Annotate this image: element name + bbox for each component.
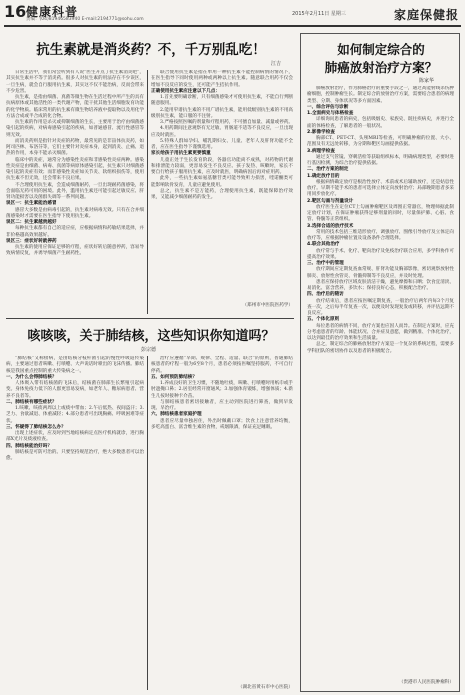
article2-author: 彭宗德 (141, 347, 157, 353)
article3-subheading: 4.联合其他治疗 (307, 242, 340, 248)
article1-paragraph: 联合使用抗生素是指在单用一种抗生素不能控制病情的情况下，在医生指导下同时使用两种或两种以上抗生素。随意联合用药不仅会增加不良反应的发生，还可能产生拮抗作用。 (151, 70, 293, 88)
article1-paragraph: 临床中的炎症，通常分为感染性炎症和非感染性炎症两种。感染性炎症是由细菌、病毒、真菌等病原体感染引起，抗生素只对细菌感染引起的炎症有效；而非感染性炎症如关节炎、软组织损伤等，使用抗生素不但无效，还会带来不良后果。 (6, 157, 144, 182)
article1-subheading: 误区三：症状好转就停药 (6, 238, 57, 244)
article1-subheading: 误区二：抗生素越贵越好 (6, 220, 57, 225)
column-rule (147, 70, 148, 314)
article2-subheading: 五、如何预防肺结核？ (151, 374, 197, 380)
article1-paragraph: 5.特殊人群如孕妇、哺乳期妇女、儿童、老年人及肝肾功能不全者，应在医生指导下谨慎选用。 (151, 138, 293, 150)
article1-credit: （郑州市中医院医药学） (242, 303, 293, 308)
article1-paragraph: 儿童正处于生长发育阶段，各器官功能尚不成熟，对药物的代谢和排泄能力较弱，更容易发生不良反应。孩子发热、咳嗽时，家长不要自行给孩子服用抗生素，应及时就医，明确病因后再对症用药。 (151, 157, 293, 175)
column-rule (147, 356, 148, 690)
article3-paragraph: 肺癌放射治疗，作为肺癌治疗的重要手段之一，通过高能射线杀伤肿瘤细胞，控制肿瘤生长。制定综合的放射治疗方案，需要结合患者的病理类型、分期、身体状况等多方面因素。 (307, 86, 454, 104)
page-header (4, 3, 461, 27)
section-divider (6, 318, 294, 319)
article3-subheading: 三、治疗中的管理 (307, 261, 344, 266)
article1-column-2 (151, 70, 293, 296)
article1-author: 江吉 (271, 61, 282, 67)
article3-title-line-2: 肺癌放射治疗方案？ (324, 60, 438, 75)
article1-paragraph: 此外，一些抗生素如氨基糖苷类可能导致听力损害，喹诺酮类可能影响软骨发育，儿童应避免使用。 (151, 176, 293, 188)
article2-credit: （湖北省黄石市中心医院） (237, 685, 293, 690)
article3-paragraph: 放疗期间应定期复查血常规、肝肾功能及胸部影像，密切观察放射性肺炎、放射性食管炎、骨髓抑制等不良反应，并及时处理。 (307, 267, 454, 279)
article2-paragraph: 人体吸入带有结核菌的飞沫后，结核菌在肺部生长繁殖引起病变。身体免疫力低下的人群更容易发病，如老年人、糖尿病患者、营养不良者等。 (6, 381, 144, 399)
article1-paragraph: 抗生素的使用应保证足够的疗程，症状好转后随意停药，容易导致病情反复，并诱导细菌产生耐药性。 (6, 245, 144, 257)
page-number: 16 (4, 2, 27, 21)
article2-paragraph: “肺结核”又称痨病，是由结核分枝杆菌引起的慢性呼吸道传染病，主要通过患者咳嗽、打喷嚏、大声说话时喷出的飞沫传播。肺结核是我国重点控制的重大传染病之一。 (6, 356, 144, 374)
article3-paragraph: 胸部CT、PET-CT、头颅MRI等检查，可明确肿瘤的位置、大小、范围及有无远处转移，为分期和靶区勾画提供依据。 (307, 136, 454, 148)
article3-subheading: 一、综合评估与诊断 (307, 104, 349, 110)
article1-paragraph: 抗生素，是指由细菌、真菌等微生物在生活过程中所产生的具有抗病原体或其他活性的一类代谢产物，能干扰其他生活细胞发育功能的化学物质。临床常用的抗生素有微生物培养液中提取物以及用化学方法合成或半合成的化合物。 (6, 95, 144, 119)
article2-paragraph: 治疗应遵循“早期、规律、全程、适量、联合”的原则，普通肺结核患者的疗程一般为6至8个月，患者必须按医嘱坚持服药，不可自行停药。 (151, 356, 293, 374)
article3-author: 陈家华 (419, 78, 435, 84)
section-title: 健康科普 (26, 5, 79, 19)
editor-contact: 责编：(04)81946583940 E-mail:2194771@sohu.com (26, 17, 144, 22)
article1-paragraph: 不合理使用抗生素，会造成细菌耐药，一旦出现耐药菌感染，将会面临无药可用的困境。此外，滥用抗生素还可能引起过敏反应、肝肾功能损害以及菌群失调等一系列问题。 (6, 182, 144, 200)
article3-paragraph: 放疗常与手术、化疗、靶向治疗及免疫治疗联合应用，多学科协作可提高治疗效果。 (307, 248, 454, 260)
article1-subheading: 家长给孩子用抗生素更要慎重 (151, 151, 211, 157)
article3-credit: （贵港市人民医院肿瘤科） (398, 680, 454, 685)
article1-paragraph: 1.首先要明确诊断，只有细菌感染才可使用抗生素，不能自行判断随意服用。 (151, 95, 293, 107)
article2-paragraph: 1.咳嗽、咳痰两周以上或痰中带血；2.午后低热、夜间盗汗；3.乏力、食欲减退、体重减轻；4.部分患者可出现胸痛、呼吸困难等症状。 (6, 406, 144, 424)
article3-paragraph: 根据病情确定放疗是根治性放疗、术前或术后辅助放疗，还是姑息性放疗。早期不能手术的患者可选择立体定向放射治疗；局部晚期患者多采用同步放化疗。 (307, 179, 454, 198)
article3-subheading: 3.选择合适的放疗技术 (307, 223, 354, 229)
newspaper-name: 家庭保健报 (393, 8, 459, 22)
article1-paragraph: 日常生活中，我们常会听到有人说“医生开点了抗生素消炎吧”，其实抗生素并不等于消炎药。很多人对抗生素的用法存在不少误区，一旦生病，就会自行服用抗生素，其实这不仅不能治病，反而会带来不少危害。 (6, 70, 144, 94)
article2-paragraph: 肺结核是可防可治的。只要坚持规范治疗，绝大多数患者可以治愈。 (6, 449, 144, 461)
article3-paragraph: 详细询问患者的病史，包括吸烟史、家族史、既往疾病史，并进行全面的体格检查，了解患者的一般状况。 (307, 117, 454, 129)
article3-subheading: 五、个体化原则 (307, 317, 340, 323)
article3-column (307, 86, 454, 674)
article3-subheading: 二、治疗方案的制定 (307, 167, 349, 173)
article2-paragraph: 出现上述症状，应及时到当地结核病定点医疗机构就诊，进行胸部X光片及痰液检查。 (6, 431, 144, 443)
article3-paragraph: 放疗结束后，患者应按医嘱定期复查，一般治疗后两年内每3个月复查一次，之后每半年复查一次，以便及时发现复发或转移，并评估远期不良反应。 (307, 298, 454, 316)
article2-paragraph: 1.养成良好的卫生习惯，不随地吐痰，咳嗽、打喷嚏时用纸巾或手肘遮掩口鼻；2.居室经常开窗通风；3.加强体育锻炼，增强体质；4.新生儿按时接种卡介苗。 (151, 381, 293, 399)
article3-paragraph: 每位患者的病情不同，放疗方案也应因人而异。在制定方案时，应充分考虑患者的年龄、体能状况、合并症及意愿，做到精准、个体化治疗，以达到最佳的治疗效果和生活质量。 (307, 323, 454, 341)
article2-subheading: 二、肺结核有哪些症状？ (6, 399, 57, 405)
article1-paragraph: 感冒大多数是由病毒引起的，抗生素对病毒无效。只有在合并细菌感染时才需要在医生指导下使用抗生素。 (6, 207, 144, 219)
article1-paragraph: 4.用药期间注意观察有无过敏、胃肠道不适等不良反应，一旦出现应及时就医。 (151, 126, 293, 138)
article3-paragraph: 常用的技术包括三维适形放疗、调强放疗、图像引导放疗及立体定向放疗等，应根据肿瘤位置及设备条件合理选择。 (307, 229, 454, 241)
article3-subheading: 四、治疗后的随访 (307, 292, 344, 298)
article3-subheading: 2.靶区勾画与剂量设计 (307, 198, 354, 204)
article1-paragraph: 2.能用窄谱抗生素的不用广谱抗生素，能用低级别抗生素的不用高级别抗生素，能口服的不注射。 (151, 107, 293, 119)
article2-column-2 (151, 356, 293, 678)
article1-column-1 (6, 70, 144, 312)
article1-paragraph: 而消炎药则是指针对炎症的药物，最常见的是非甾体抗炎药，如阿司匹林、布洛芬等，它们主要针对炎症本身，起到消炎、止痛、退热的作用，本身不能杀灭细菌。 (6, 138, 144, 157)
article3-paragraph: 放疗医生在定位CT上勾画肿瘤靶区及周围正常器官，物理师据此制定放疗计划，在保证肿瘤获得足够剂量的同时，尽量保护肺、心脏、食管、脊髓等正常组织。 (307, 204, 454, 223)
article2-subheading: 四、肺结核能治好吗？ (6, 443, 52, 449)
article2-paragraph: 与肺结核患者密切接触者，应主动到医院进行筛查，做到早发现、早治疗。 (151, 399, 293, 411)
article3-paragraph: 通过支气管镜、穿刺活检等获取组织标本，明确病理类型，必要时进行基因检测，为综合治疗提供依据。 (307, 154, 454, 166)
article3-title-line-1: 如何制定综合的 (337, 42, 425, 57)
article2-subheading: 三、怀疑得了肺结核怎么办？ (6, 424, 66, 430)
article2-subheading: 六、肺结核患者家庭护理 (151, 412, 202, 418)
article2-column-1 (6, 356, 144, 691)
article1-title: 抗生素就是消炎药？不，千万别乱吃！ (36, 42, 266, 58)
article3-subheading: 2.影像学检查 (307, 129, 335, 135)
article1-subheading: 正确使用抗生素应注意以下几点： (151, 88, 220, 94)
article1-paragraph: 抗生素的作用是杀灭或抑制细菌的生长，主要用于治疗由细菌感染引起的疾病，对病毒感染引起的疾病，如普通感冒、流行性感冒等则无效。 (6, 120, 144, 138)
article1-paragraph: 总之，抗生素不是万能药，合理使用抗生素，既能保障治疗效果，又能减少细菌耐药的发生。 (151, 188, 293, 200)
article3-subheading: 1.全面病史与体格检查 (307, 111, 354, 116)
article3-paragraph: 患者应保持放疗区域皮肤清洁干燥，避免摩擦和日晒；饮食宜清淡、易消化、富含营养，多饮水；保持良好心态，积极配合治疗。 (307, 279, 454, 291)
issue-date: 2015年2月11日 星期三 (292, 11, 346, 17)
article3-paragraph: 总之，制定综合的肺癌放射治疗方案是一个复杂的系统过程，需要多学科团队的密切协作以及患者的积极配合。 (307, 342, 454, 354)
article3-subheading: 1.确定放疗目的 (307, 173, 340, 179)
article1-paragraph: 3.严格按照医嘱的剂量和疗程用药，不可擅自加量、减量或停药。 (160, 120, 293, 125)
article2-subheading: 一、为什么会得肺结核？ (6, 374, 57, 380)
article2-paragraph: 患者应尽量单独居住，外出时佩戴口罩；饮食上注意营养均衡，多吃高蛋白、富含维生素的食物，戒烟限酒，保证充足睡眠。 (151, 418, 293, 430)
article3-box (300, 33, 460, 692)
article1-subheading: 误区一：抗生素能治感冒 (6, 201, 57, 207)
article1-paragraph: 每种抗生素都有自己的适应症，应根据病情和药敏结果选择，并非价格越高效果越好。 (6, 226, 144, 238)
article3-subheading: 3.病理学检查 (307, 148, 335, 154)
article2-title: 咳咳咳，关于肺结核，这些知识你知道吗？ (27, 329, 275, 344)
